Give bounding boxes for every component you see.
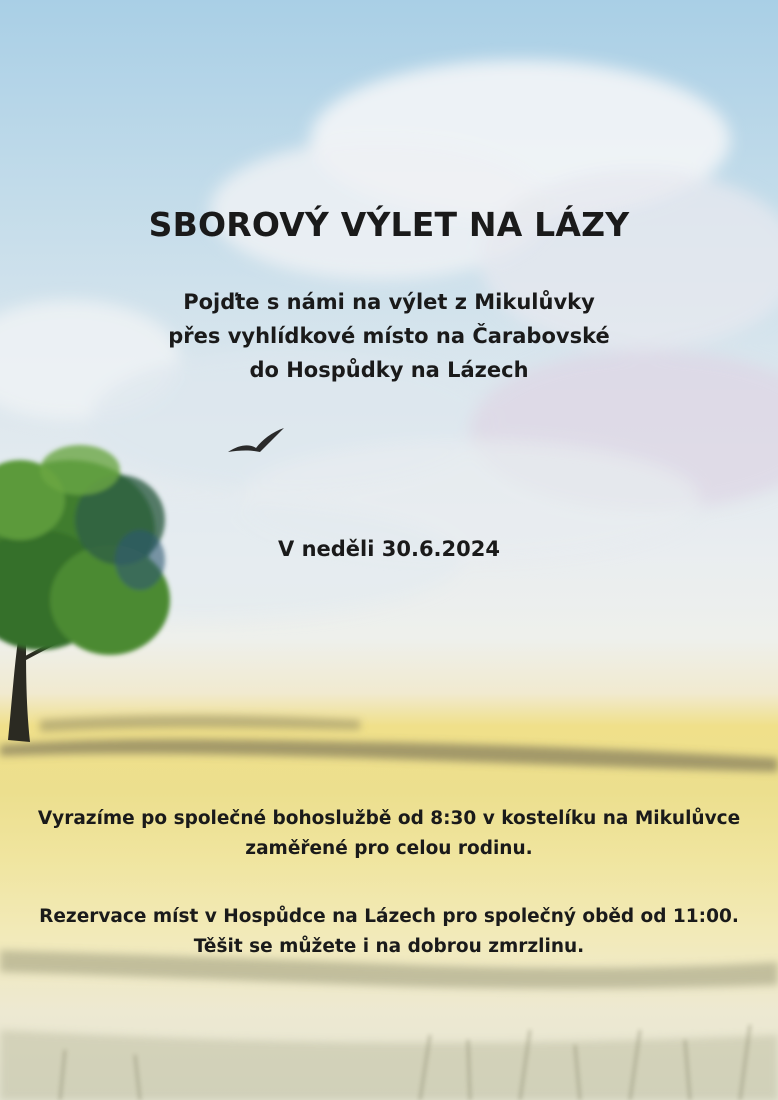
reservation-line: Těšit se můžete i na dobrou zmrzlinu. — [193, 936, 585, 957]
tree — [0, 445, 170, 742]
departure-line: Vyrazíme po společné bohoslužbě od 8:30 v kostelíku na Mikulůvce — [37, 808, 741, 829]
intro-text — [0, 285, 778, 387]
poster-title: SBOROVÝ VÝLET NA LÁZY — [148, 205, 630, 244]
reservation-line: Rezervace míst v Hospůdce na Lázech pro společný oběd od 11:00. — [39, 906, 739, 927]
departure-line: zaměřené pro celou rodinu. — [245, 838, 533, 859]
intro-line: do Hospůdky na Lázech — [249, 358, 529, 382]
departure-info — [0, 804, 778, 864]
event-date: V neděli 30.6.2024 — [278, 537, 500, 561]
reservation-info — [0, 902, 778, 962]
intro-line: Pojďte s námi na výlet z Mikulůvky — [183, 290, 595, 314]
intro-line: přes vyhlídkové místo na Čarabovské — [168, 324, 610, 348]
